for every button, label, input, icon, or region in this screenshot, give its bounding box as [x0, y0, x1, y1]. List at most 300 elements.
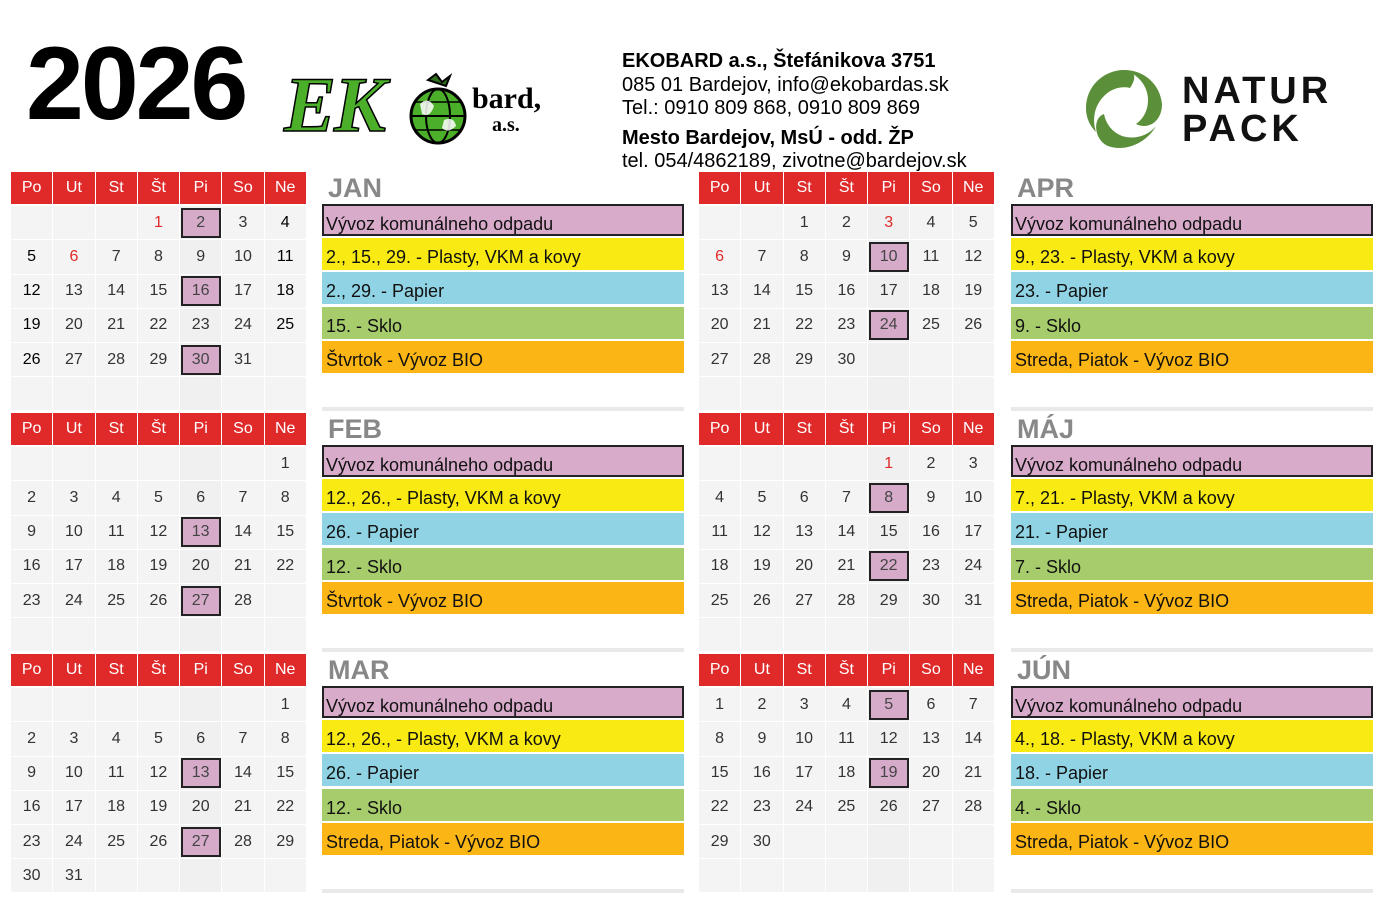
calendar-grid-mar	[11, 654, 307, 893]
day-cell: 17	[784, 757, 826, 791]
week-row	[699, 791, 995, 825]
week-row	[11, 550, 307, 584]
day-cell: 22	[265, 550, 307, 584]
weekday-label: St	[96, 172, 138, 204]
weekday-label: Ne	[265, 413, 307, 445]
day-cell: 16	[11, 550, 53, 584]
day-cell: 6	[784, 481, 826, 515]
empty-day-cell	[53, 618, 95, 652]
empty-day-cell	[265, 584, 307, 618]
day-cell: 6	[699, 240, 741, 274]
schedule-apr	[1011, 172, 1373, 411]
day-cell: 9	[180, 240, 222, 274]
day-cell: 30	[741, 825, 783, 859]
divider	[322, 407, 684, 411]
day-cell: 7	[222, 481, 264, 515]
week-row	[699, 584, 995, 618]
day-cell: 28	[953, 791, 995, 825]
week-row	[11, 825, 307, 859]
year-title: 2026	[26, 26, 246, 142]
week-row	[699, 859, 995, 893]
weekday-label: Ut	[53, 654, 95, 686]
day-cell: 1	[138, 206, 180, 240]
weekday-label: Ne	[953, 172, 995, 204]
schedule-plastics: 4., 18. - Plasty, VKM a kovy	[1011, 720, 1373, 752]
day-cell: 12	[741, 516, 783, 550]
day-cell: 10	[53, 757, 95, 791]
day-cell: 1	[265, 447, 307, 481]
week-row	[699, 377, 995, 411]
day-cell: 10	[784, 722, 826, 756]
week-row	[11, 481, 307, 515]
day-cell: 5	[138, 481, 180, 515]
empty-day-cell	[868, 825, 910, 859]
day-cell: 19	[741, 550, 783, 584]
ekobard-logo-ek: EK	[284, 61, 385, 148]
collection-day-marker: 2	[181, 208, 221, 238]
day-cell: 1	[784, 206, 826, 240]
day-cell: 22	[138, 309, 180, 343]
day-cell: 19	[11, 309, 53, 343]
week-row	[11, 618, 307, 652]
day-cell: 18	[96, 791, 138, 825]
day-cell: 14	[222, 516, 264, 550]
day-cell: 20	[910, 757, 952, 791]
day-cell: 28	[826, 584, 868, 618]
day-cell: 8	[138, 240, 180, 274]
day-cell: 4	[699, 481, 741, 515]
empty-day-cell	[265, 618, 307, 652]
week-row	[699, 550, 995, 584]
schedule-plastics: 12., 26., - Plasty, VKM a kovy	[322, 720, 684, 752]
month-name: MAR	[328, 655, 390, 685]
weekday-label: Št	[826, 654, 868, 686]
week-row	[699, 240, 995, 274]
empty-day-cell	[11, 206, 53, 240]
day-cell: 20	[784, 550, 826, 584]
calendar-grid-feb	[11, 413, 307, 652]
schedule-glass: 12. - Sklo	[322, 789, 684, 821]
day-cell	[180, 516, 222, 550]
calendar-grid-apr	[699, 172, 995, 411]
empty-day-cell	[96, 688, 138, 722]
schedule-glass: 7. - Sklo	[1011, 548, 1373, 580]
weekday-label: So	[910, 172, 952, 204]
schedule-bio: Streda, Piatok - Vývoz BIO	[1011, 341, 1373, 373]
empty-day-cell	[868, 859, 910, 893]
empty-day-cell	[96, 447, 138, 481]
weekday-header	[11, 172, 307, 206]
collection-day-marker: 8	[869, 483, 909, 513]
day-cell: 21	[953, 757, 995, 791]
weekday-label: Po	[11, 172, 53, 204]
day-cell: 2	[741, 688, 783, 722]
day-cell: 7	[222, 722, 264, 756]
day-cell: 19	[138, 550, 180, 584]
day-cell: 13	[784, 516, 826, 550]
weekday-label: St	[784, 654, 826, 686]
collection-day-marker: 13	[181, 758, 221, 788]
day-cell: 5	[11, 240, 53, 274]
day-cell: 12	[868, 722, 910, 756]
day-cell: 31	[222, 343, 264, 377]
empty-day-cell	[53, 206, 95, 240]
day-cell: 18	[265, 275, 307, 309]
day-cell: 15	[265, 516, 307, 550]
day-cell: 29	[138, 343, 180, 377]
contact-block	[622, 50, 967, 174]
day-cell: 2	[826, 206, 868, 240]
weekday-label: Po	[699, 413, 741, 445]
weekday-label: Pi	[868, 172, 910, 204]
day-cell: 23	[11, 584, 53, 618]
day-cell: 7	[953, 688, 995, 722]
day-cell: 9	[11, 516, 53, 550]
empty-day-cell	[784, 859, 826, 893]
day-cell: 11	[265, 240, 307, 274]
week-row	[699, 275, 995, 309]
day-cell: 4	[96, 481, 138, 515]
day-cell: 6	[180, 722, 222, 756]
schedule-paper: 26. - Papier	[322, 513, 684, 545]
weekday-label: St	[96, 413, 138, 445]
day-cell: 26	[868, 791, 910, 825]
day-cell: 31	[53, 859, 95, 893]
day-cell: 24	[222, 309, 264, 343]
empty-day-cell	[138, 377, 180, 411]
empty-day-cell	[953, 343, 995, 377]
day-cell: 19	[138, 791, 180, 825]
weekday-label: Ne	[953, 654, 995, 686]
contact-line: Tel.: 0910 809 868, 0910 809 869	[622, 97, 921, 119]
contact-line: EKOBARD a.s., Štefánikova 3751	[622, 50, 936, 72]
globe-sack-icon	[406, 72, 470, 146]
day-cell: 2	[11, 481, 53, 515]
schedule-communal: Vývoz komunálneho odpadu	[1011, 204, 1373, 236]
day-cell: 11	[699, 516, 741, 550]
day-cell: 12	[953, 240, 995, 274]
day-cell: 6	[180, 481, 222, 515]
schedule-bio: Štvrtok - Vývoz BIO	[322, 341, 684, 373]
month-name: FEB	[328, 414, 382, 444]
schedule-bio: Štvrtok - Vývoz BIO	[322, 582, 684, 614]
day-cell: 22	[265, 791, 307, 825]
empty-day-cell	[180, 377, 222, 411]
schedule-glass: 12. - Sklo	[322, 548, 684, 580]
empty-day-cell	[138, 859, 180, 893]
empty-day-cell	[741, 859, 783, 893]
day-cell	[868, 240, 910, 274]
weekday-header	[11, 413, 307, 447]
empty-day-cell	[826, 618, 868, 652]
schedule-bio: Streda, Piatok - Vývoz BIO	[322, 823, 684, 855]
day-cell: 1	[265, 688, 307, 722]
naturpack-line2: PACK	[1182, 108, 1303, 150]
day-cell: 31	[953, 584, 995, 618]
week-row	[11, 688, 307, 722]
day-cell: 20	[53, 309, 95, 343]
collection-day-marker: 10	[869, 242, 909, 272]
empty-day-cell	[953, 825, 995, 859]
weekday-label: Ne	[265, 654, 307, 686]
week-row	[11, 206, 307, 240]
day-cell: 18	[910, 275, 952, 309]
empty-day-cell	[96, 859, 138, 893]
day-cell: 4	[910, 206, 952, 240]
empty-day-cell	[222, 859, 264, 893]
weekday-label: So	[222, 654, 264, 686]
empty-day-cell	[741, 618, 783, 652]
day-cell: 15	[868, 516, 910, 550]
ekobard-logo-bard: bard,	[472, 82, 542, 115]
day-cell: 26	[741, 584, 783, 618]
collection-day-marker: 24	[869, 310, 909, 340]
week-row	[699, 309, 995, 343]
empty-day-cell	[826, 825, 868, 859]
day-cell: 18	[96, 550, 138, 584]
empty-day-cell	[180, 618, 222, 652]
weekday-label: Po	[11, 413, 53, 445]
weekday-label: Po	[11, 654, 53, 686]
day-cell: 20	[180, 791, 222, 825]
weekday-label: Po	[699, 172, 741, 204]
week-row	[11, 516, 307, 550]
empty-day-cell	[910, 618, 952, 652]
week-row	[11, 722, 307, 756]
day-cell: 20	[699, 309, 741, 343]
week-row	[11, 275, 307, 309]
empty-day-cell	[868, 343, 910, 377]
schedule-paper: 23. - Papier	[1011, 272, 1373, 304]
day-cell: 2	[11, 722, 53, 756]
month-name: MÁJ	[1017, 414, 1075, 444]
empty-day-cell	[784, 825, 826, 859]
day-cell: 17	[868, 275, 910, 309]
week-row	[699, 206, 995, 240]
day-cell: 1	[699, 688, 741, 722]
day-cell: 18	[826, 757, 868, 791]
weekday-label: St	[784, 172, 826, 204]
day-cell: 30	[910, 584, 952, 618]
day-cell	[180, 825, 222, 859]
day-cell: 2	[910, 447, 952, 481]
day-cell: 1	[868, 447, 910, 481]
weekday-label: So	[222, 413, 264, 445]
weekday-label: Št	[138, 654, 180, 686]
day-cell: 4	[96, 722, 138, 756]
schedule-communal: Vývoz komunálneho odpadu	[322, 445, 684, 477]
day-cell: 25	[826, 791, 868, 825]
day-cell: 11	[826, 722, 868, 756]
empty-day-cell	[53, 688, 95, 722]
day-cell: 9	[826, 240, 868, 274]
empty-day-cell	[953, 377, 995, 411]
day-cell: 3	[868, 206, 910, 240]
weekday-label: So	[910, 413, 952, 445]
day-cell: 22	[699, 791, 741, 825]
empty-day-cell	[699, 206, 741, 240]
day-cell: 14	[96, 275, 138, 309]
naturpack-logo	[1078, 66, 1348, 152]
week-row	[699, 343, 995, 377]
weekday-label: Pi	[180, 172, 222, 204]
week-row	[699, 618, 995, 652]
day-cell	[868, 550, 910, 584]
schedule-plastics: 2., 15., 29. - Plasty, VKM a kovy	[322, 238, 684, 270]
calendar-grid-jan	[11, 172, 307, 411]
empty-day-cell	[784, 447, 826, 481]
empty-day-cell	[53, 377, 95, 411]
collection-day-marker: 16	[181, 276, 221, 306]
collection-day-marker: 22	[869, 551, 909, 581]
weekday-label: St	[96, 654, 138, 686]
weekday-label: Ne	[953, 413, 995, 445]
ekobard-logo-as: a.s.	[492, 114, 520, 136]
weekday-label: Št	[138, 413, 180, 445]
weekday-label: Pi	[868, 413, 910, 445]
empty-day-cell	[953, 859, 995, 893]
day-cell: 18	[699, 550, 741, 584]
day-cell: 14	[222, 757, 264, 791]
day-cell: 7	[741, 240, 783, 274]
empty-day-cell	[180, 859, 222, 893]
day-cell: 21	[222, 791, 264, 825]
day-cell: 24	[53, 825, 95, 859]
empty-day-cell	[699, 859, 741, 893]
day-cell: 14	[953, 722, 995, 756]
day-cell: 23	[180, 309, 222, 343]
calendar-grid-máj	[699, 413, 995, 652]
empty-day-cell	[741, 377, 783, 411]
schedule-feb	[322, 413, 684, 652]
day-cell: 29	[699, 825, 741, 859]
empty-day-cell	[826, 447, 868, 481]
day-cell: 29	[784, 343, 826, 377]
empty-day-cell	[138, 688, 180, 722]
weekday-header	[699, 413, 995, 447]
collection-day-marker: 13	[181, 517, 221, 547]
day-cell: 17	[222, 275, 264, 309]
day-cell: 8	[265, 481, 307, 515]
day-cell: 9	[11, 757, 53, 791]
contact-line: 085 01 Bardejov, info@ekobardas.sk	[622, 73, 949, 96]
day-cell: 28	[96, 343, 138, 377]
weekday-label: Pi	[180, 654, 222, 686]
schedule-communal: Vývoz komunálneho odpadu	[1011, 445, 1373, 477]
schedule-plastics: 7., 21. - Plasty, VKM a kovy	[1011, 479, 1373, 511]
collection-day-marker: 19	[869, 758, 909, 788]
empty-day-cell	[222, 618, 264, 652]
day-cell: 20	[180, 550, 222, 584]
empty-day-cell	[741, 206, 783, 240]
day-cell: 9	[910, 481, 952, 515]
schedule-glass: 15. - Sklo	[322, 307, 684, 339]
weekday-label: Št	[826, 172, 868, 204]
day-cell: 15	[265, 757, 307, 791]
day-cell: 13	[910, 722, 952, 756]
week-row	[11, 309, 307, 343]
schedule-glass: 9. - Sklo	[1011, 307, 1373, 339]
day-cell: 14	[826, 516, 868, 550]
day-cell	[180, 343, 222, 377]
naturpack-logo-text	[1182, 72, 1332, 148]
schedule-paper: 2., 29. - Papier	[322, 272, 684, 304]
day-cell: 12	[138, 516, 180, 550]
day-cell: 23	[826, 309, 868, 343]
week-row	[11, 343, 307, 377]
empty-day-cell	[699, 447, 741, 481]
week-row	[11, 859, 307, 893]
day-cell: 25	[96, 584, 138, 618]
day-cell: 28	[741, 343, 783, 377]
contact-line: Mesto Bardejov, MsÚ - odd. ŽP	[622, 126, 914, 149]
day-cell: 4	[265, 206, 307, 240]
day-cell: 26	[138, 825, 180, 859]
day-cell: 7	[826, 481, 868, 515]
week-row	[699, 516, 995, 550]
empty-day-cell	[265, 859, 307, 893]
empty-day-cell	[11, 618, 53, 652]
month-name: JAN	[328, 173, 383, 203]
empty-day-cell	[222, 688, 264, 722]
day-cell: 25	[96, 825, 138, 859]
day-cell: 5	[953, 206, 995, 240]
day-cell: 21	[222, 550, 264, 584]
empty-day-cell	[265, 343, 307, 377]
naturpack-line1: NATUR	[1182, 70, 1333, 112]
empty-day-cell	[180, 688, 222, 722]
collection-day-marker: 27	[181, 586, 221, 616]
collection-day-marker: 30	[181, 345, 221, 375]
day-cell	[180, 757, 222, 791]
contact-line: tel. 054/4862189, zivotne@bardejov.sk	[622, 150, 967, 172]
day-cell: 21	[826, 550, 868, 584]
day-cell	[868, 481, 910, 515]
day-cell: 29	[265, 825, 307, 859]
schedule-glass: 4. - Sklo	[1011, 789, 1373, 821]
day-cell: 15	[699, 757, 741, 791]
weekday-label: Pi	[180, 413, 222, 445]
day-cell: 8	[784, 240, 826, 274]
day-cell: 14	[741, 275, 783, 309]
day-cell: 17	[953, 516, 995, 550]
day-cell: 25	[910, 309, 952, 343]
empty-day-cell	[910, 825, 952, 859]
naturpack-swirl-icon	[1078, 66, 1170, 152]
day-cell: 23	[741, 791, 783, 825]
day-cell: 15	[138, 275, 180, 309]
calendar-grid-jún	[699, 654, 995, 893]
day-cell: 3	[53, 481, 95, 515]
divider	[322, 648, 684, 652]
schedule-paper: 21. - Papier	[1011, 513, 1373, 545]
week-row	[699, 447, 995, 481]
weekday-label: Št	[138, 172, 180, 204]
day-cell: 4	[826, 688, 868, 722]
day-cell: 21	[96, 309, 138, 343]
day-cell: 23	[11, 825, 53, 859]
day-cell: 30	[11, 859, 53, 893]
weekday-label: Ut	[741, 654, 783, 686]
weekday-label: St	[784, 413, 826, 445]
weekday-label: Ne	[265, 172, 307, 204]
day-cell: 25	[699, 584, 741, 618]
day-cell: 16	[11, 791, 53, 825]
day-cell: 10	[953, 481, 995, 515]
empty-day-cell	[826, 859, 868, 893]
day-cell	[180, 275, 222, 309]
week-row	[699, 722, 995, 756]
